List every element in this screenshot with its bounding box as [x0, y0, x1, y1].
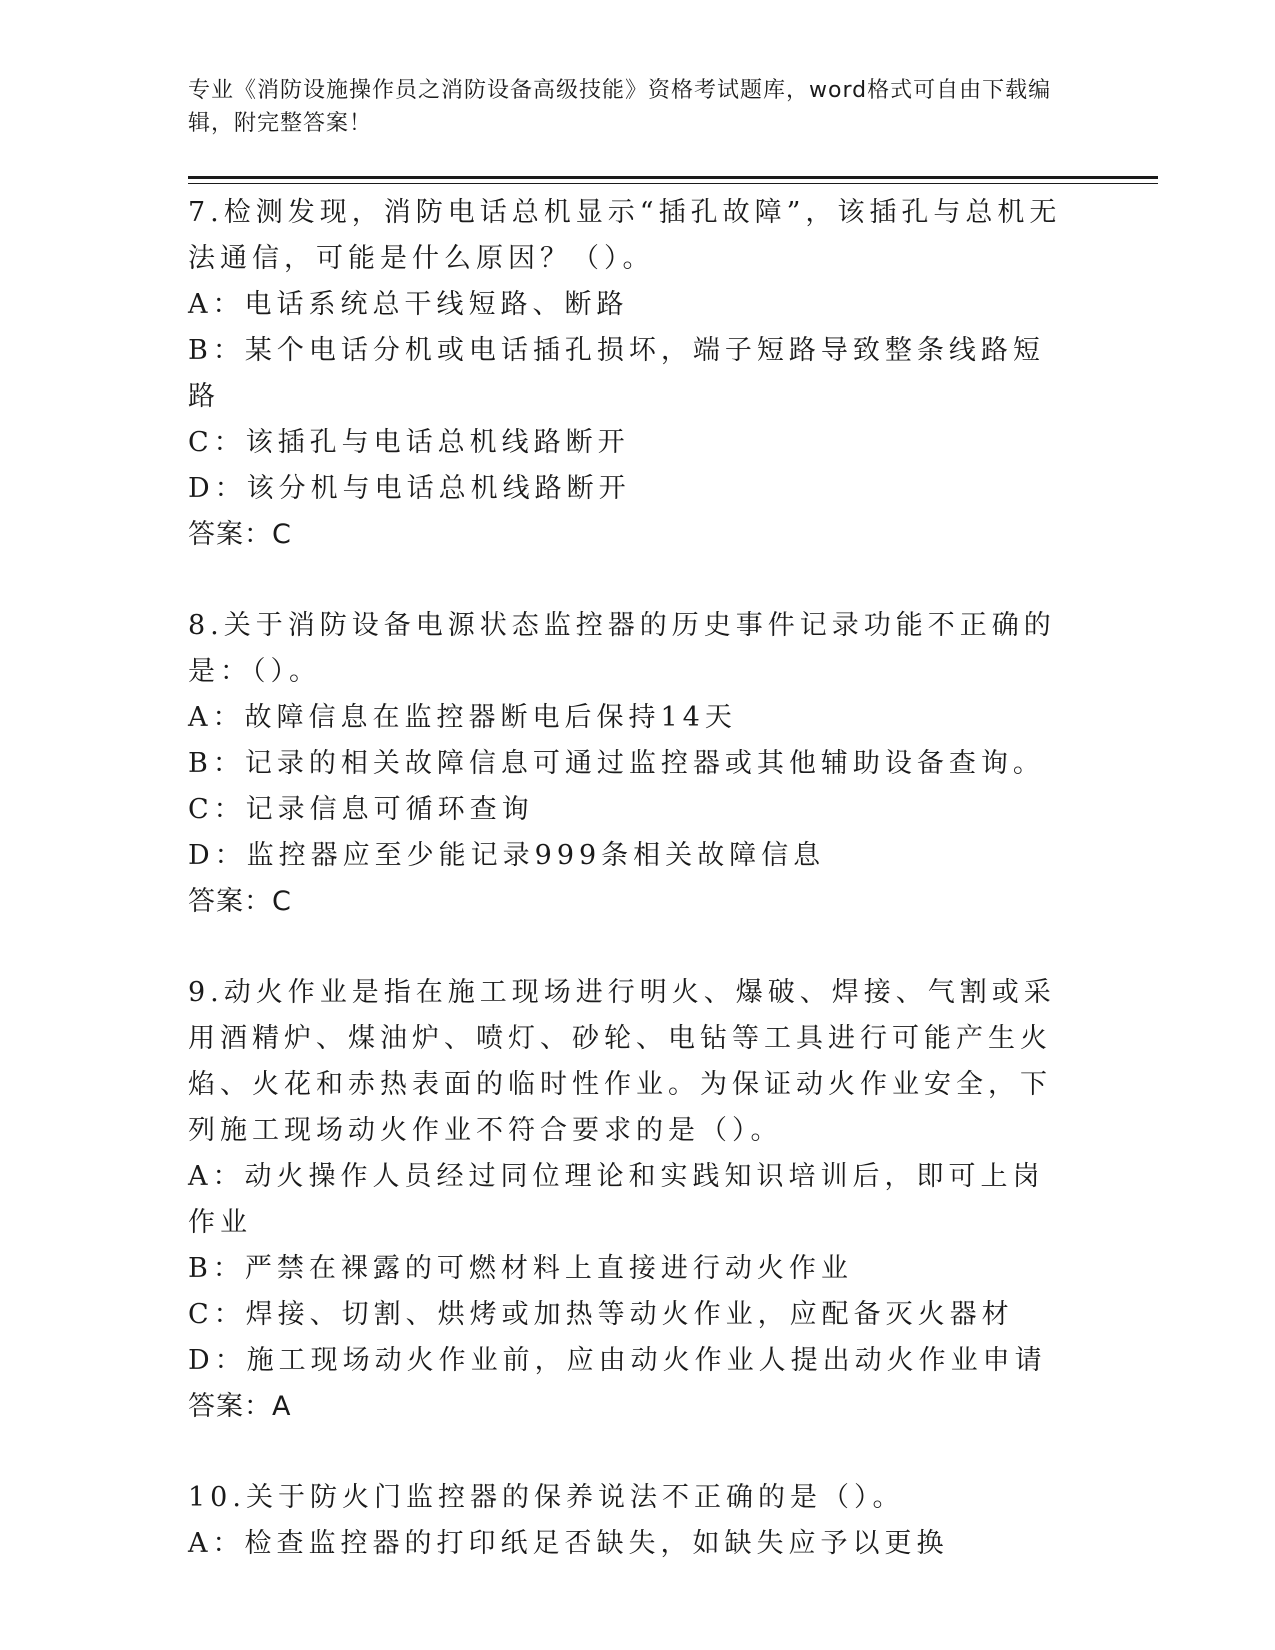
question-7: [188, 190, 1068, 558]
option-c: C：该插孔与电话总机线路断开: [188, 427, 630, 458]
document-header: 专业《消防设施操作员之消防设备高级技能》资格考试题库，word格式可自由下载编辑，附完整答案！: [188, 78, 1052, 136]
question-stem: 7.检测发现，消防电话总机显示“插孔故障”，该插孔与总机无法通信，可能是什么原因？（）。: [188, 197, 1062, 274]
option-a: A：动火操作人员经过同位理论和实践知识培训后，即可上岗作业: [188, 1161, 1045, 1238]
question-stem: 8.关于消防设备电源状态监控器的历史事件记录功能不正确的是：（）。: [188, 610, 1056, 687]
option-c: C：记录信息可循环查询: [188, 794, 534, 825]
option-b: B：严禁在裸露的可燃材料上直接进行动火作业: [188, 1253, 853, 1284]
option-a: A：电话系统总干线短路、断路: [188, 289, 629, 320]
answer-key: 答案：C: [188, 519, 292, 550]
option-b: B：记录的相关故障信息可通过监控器或其他辅助设备查询。: [188, 748, 1045, 779]
option-d: D：施工现场动火作业前，应由动火作业人提出动火作业申请: [188, 1345, 1047, 1376]
question-10: [188, 1475, 1068, 1567]
option-c: C：焊接、切割、烘烤或加热等动火作业，应配备灭火器材: [188, 1299, 1014, 1330]
question-stem: 9.动火作业是指在施工现场进行明火、爆破、焊接、气割或采用酒精炉、煤油炉、喷灯、砂轮、电钻等工具进行可能产生火焰、火花和赤热表面的临时性作业。为保证动火作业安全，下列施工现场动火作业不符合要求的是（）。: [188, 977, 1056, 1146]
question-9: [188, 970, 1068, 1430]
option-b: B：某个电话分机或电话插孔损坏，端子短路导致整条线路短路: [188, 335, 1045, 412]
header-divider-thick: [188, 176, 1158, 179]
question-list: [188, 190, 1068, 1612]
option-a: A：检查监控器的打印纸足否缺失，如缺失应予以更换: [188, 1528, 949, 1559]
answer-key: 答案：A: [188, 1391, 292, 1422]
answer-key: 答案：C: [188, 886, 292, 917]
question-stem: 10.关于防火门监控器的保养说法不正确的是（）。: [188, 1482, 905, 1513]
option-a: A：故障信息在监控器断电后保持14天: [188, 702, 737, 733]
question-8: [188, 603, 1068, 925]
option-d: D：该分机与电话总机线路断开: [188, 473, 631, 504]
header-divider-thin: [188, 183, 1158, 184]
option-d: D：监控器应至少能记录999条相关故障信息: [188, 840, 826, 871]
